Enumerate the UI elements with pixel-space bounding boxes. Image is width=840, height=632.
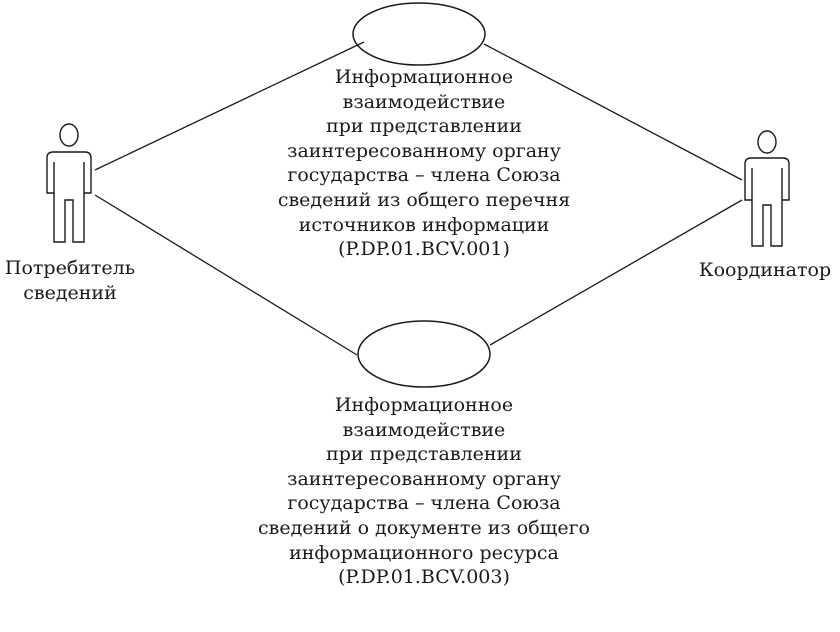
use-case-text-line: при представлении	[326, 115, 522, 138]
use-case-uc2-text	[244, 393, 604, 590]
actor-label-line: сведений	[23, 281, 117, 304]
actor-label-line: Потребитель	[4, 257, 136, 279]
use-case-text-line: Информационное	[334, 66, 514, 88]
actor-coordinator-label	[690, 258, 840, 283]
actor-coordinator-figure-icon	[745, 131, 789, 246]
use-case-text-line: государства – члена Союза	[287, 492, 561, 515]
use-case-text-line: взаимодействие	[342, 418, 506, 441]
use-case-ellipse-uc2	[358, 321, 490, 387]
use-case-text-line: сведений о документе из общего	[258, 516, 590, 539]
use-case-text-line: заинтересованному органу	[287, 139, 561, 162]
use-case-uc1-text	[244, 65, 604, 262]
use-case-text-line: информационного ресурса	[289, 541, 559, 564]
use-case-text-line: при представлении	[326, 443, 522, 466]
use-case-text-line: Информационное	[334, 394, 514, 416]
use-case-text-line: государства – члена Союза	[287, 164, 561, 187]
actor-consumer-label	[0, 256, 140, 305]
use-case-text-line: взаимодействие	[342, 90, 506, 113]
actor-consumer-figure-icon	[47, 124, 91, 242]
use-case-text-line: (P.DP.01.BCV.003)	[338, 566, 510, 589]
use-case-text-line: (P.DP.01.BCV.001)	[338, 238, 510, 261]
use-case-text-line: сведений из общего перечня	[277, 188, 571, 211]
actor-label-line: Координатор	[698, 259, 832, 281]
use-case-text-line: источников информации	[298, 213, 550, 236]
use-case-text-line: заинтересованному органу	[287, 467, 561, 490]
use-case-ellipse-uc1	[353, 3, 485, 65]
